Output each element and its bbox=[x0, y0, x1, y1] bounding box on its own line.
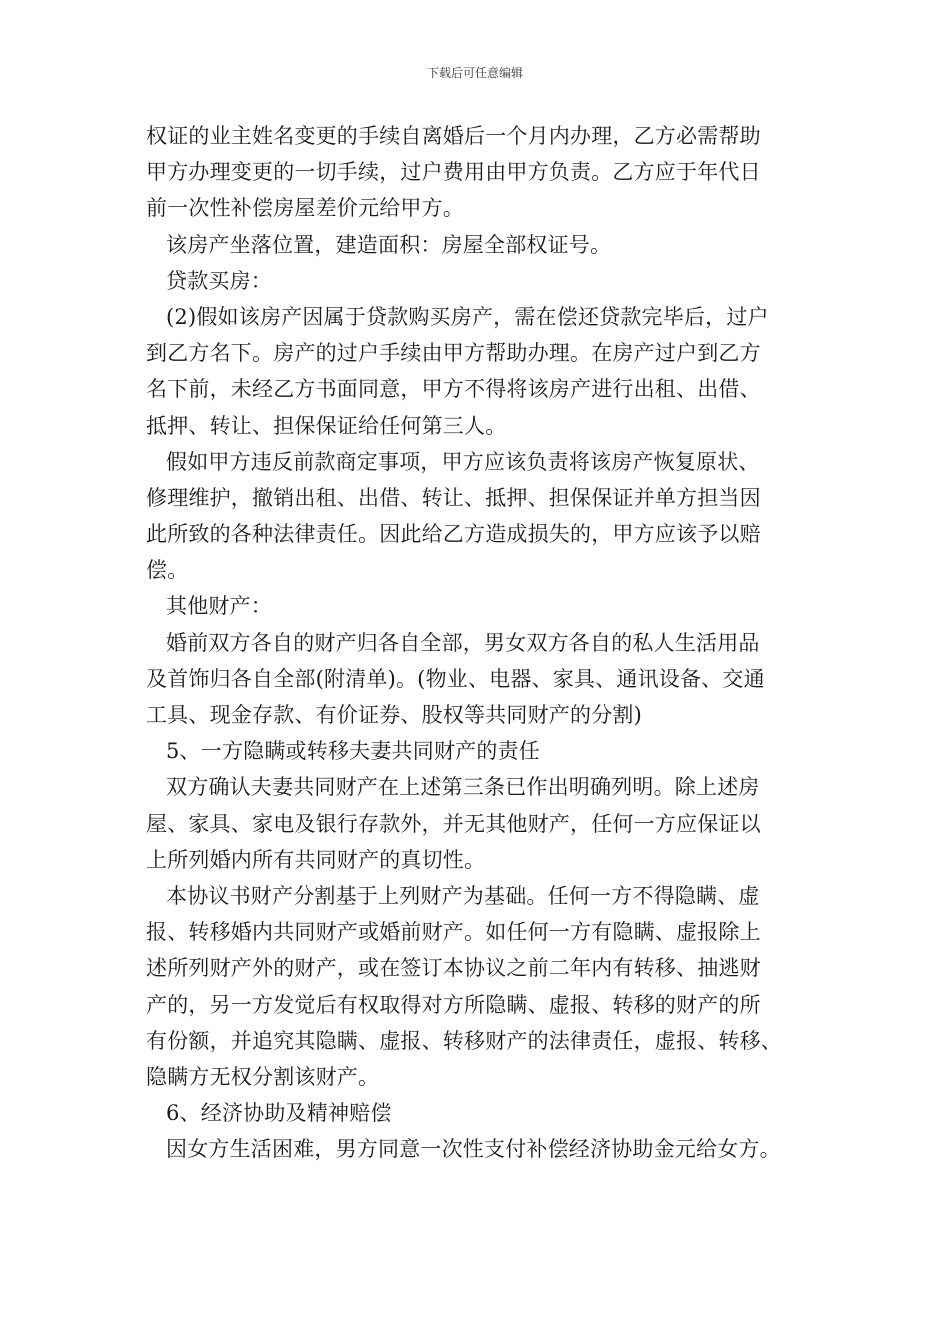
document-line: 名下前，未经乙方书面同意，甲方不得将该房产进行出租、出借、 bbox=[146, 377, 761, 402]
document-body bbox=[146, 118, 836, 1167]
document-line: 有份额，并追究其隐瞒、虚报、转移财产的法律责任，虚报、转移、 bbox=[146, 1028, 782, 1053]
document-line: 贷款买房： bbox=[166, 268, 272, 293]
document-line: 上所列婚内所有共同财产的真切性。 bbox=[146, 847, 486, 872]
document-line: 隐瞒方无权分割该财产。 bbox=[146, 1064, 380, 1089]
document-line: 甲方办理变更的一切手续，过户费用由甲方负责。乙方应于年代日 bbox=[146, 160, 761, 185]
document-line: 5、一方隐瞒或转移夫妻共同财产的责任 bbox=[166, 739, 540, 764]
document-line: 本协议书财产分割基于上列财产为基础。任何一方不得隐瞒、虚 bbox=[166, 883, 760, 908]
document-line: 其他财产： bbox=[166, 594, 272, 619]
document-line: 双方确认夫妻共同财产在上述第三条已作出明确列明。除上述房 bbox=[166, 775, 760, 800]
document-line: 偿。 bbox=[146, 558, 189, 583]
document-line: 工具、现金存款、有价证券、股权等共同财产的分割) bbox=[146, 703, 642, 727]
document-line: 因女方生活困难，男方同意一次性支付补偿经济协助金元给女方。 bbox=[166, 1137, 781, 1162]
document-line: 该房产坐落位置，建造面积：房屋全部权证号。 bbox=[166, 232, 612, 257]
document-line: 婚前双方各自的财产归各自全部，男女双方各自的私人生活用品 bbox=[166, 630, 760, 655]
document-line: 此所致的各种法律责任。因此给乙方造成损失的，甲方应该予以赔 bbox=[146, 522, 761, 547]
document-line: 产的，另一方发觉后有权取得对方所隐瞒、虚报、转移的财产的所 bbox=[146, 992, 761, 1017]
document-line: 6、经济协助及精神赔偿 bbox=[166, 1101, 392, 1126]
document-line: 报、转移婚内共同财产或婚前财产。如任何一方有隐瞒、虚报除上 bbox=[146, 920, 761, 945]
page-header-note: 下载后可任意编辑 bbox=[426, 66, 523, 80]
document-line: 抵押、转让、担保保证给任何第三人。 bbox=[146, 413, 507, 438]
document-line: 屋、家具、家电及银行存款外，并无其他财产，任何一方应保证以 bbox=[146, 811, 761, 836]
document-line: (2)假如该房产因属于贷款购买房产，需在偿还贷款完毕后，过户 bbox=[166, 304, 769, 329]
document-line: 假如甲方违反前款商定事项，甲方应该负责将该房产恢复原状、 bbox=[166, 449, 760, 474]
document-line: 述所列财产外的财产，或在签订本协议之前二年内有转移、抽逃财 bbox=[146, 956, 761, 981]
document-line: 及首饰归各自全部(附清单)。(物业、电器、家具、通讯设备、交通 bbox=[146, 666, 765, 691]
document-line: 前一次性补偿房屋差价元给甲方。 bbox=[146, 196, 464, 221]
document-line: 修理维护，撤销出租、出借、转让、抵押、担保保证并单方担当因 bbox=[146, 485, 761, 510]
document-line: 权证的业主姓名变更的手续自离婚后一个月内办理，乙方必需帮助 bbox=[146, 124, 761, 148]
document-line: 到乙方名下。房产的过户手续由甲方帮助办理。在房产过户到乙方 bbox=[146, 341, 761, 366]
